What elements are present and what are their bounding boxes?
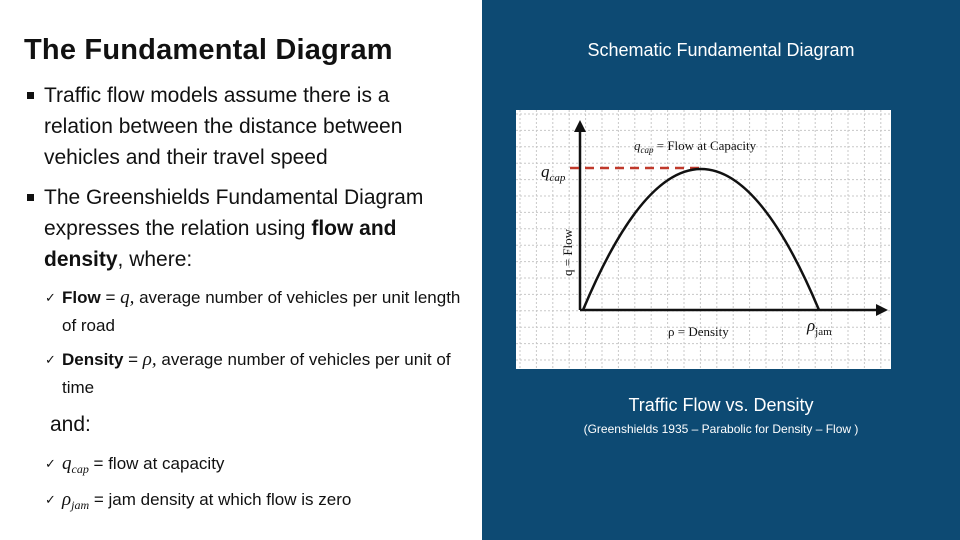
checkmark-icon: ✓: [45, 456, 56, 471]
definition-desc: average number of vehicles per unit of time: [62, 350, 451, 397]
definition-density: [45, 346, 462, 402]
definition-symbol: q,: [120, 287, 135, 308]
bullet-text-pre: The Greenshields Fundamental Diagram expresses the relation using: [44, 186, 424, 240]
qcap-axis-label: $q_{cap}$: [541, 162, 566, 184]
definition-term: Flow: [62, 288, 101, 307]
bullet-text-post: , where:: [117, 248, 193, 271]
bullet-traffic-flow-models: [44, 80, 434, 173]
definition-flow: [45, 284, 462, 340]
definition-equals: =: [100, 288, 121, 307]
square-bullet-icon: [27, 92, 34, 99]
capacity-annotation: $q_{cap}$ = Flow at Capacity: [634, 138, 757, 155]
extra-rho-jam: [45, 486, 462, 519]
diagram-svg: [516, 110, 891, 369]
checkmark-icon: ✓: [45, 290, 56, 305]
bullet-text: Traffic flow models assume there is a relation between the distance between vehicles and their travel speed: [44, 84, 403, 169]
definition-desc: average number of vehicles per unit length of road: [62, 288, 461, 335]
rho-jam-desc: = jam density at which flow is zero: [89, 490, 352, 509]
definition-equals: =: [123, 350, 143, 369]
qcap-desc: = flow at capacity: [88, 454, 225, 473]
definition-symbol: ρ,: [142, 349, 157, 370]
x-axis-label: ρ = Density: [668, 324, 729, 339]
panel-title: Schematic Fundamental Diagram: [587, 40, 855, 60]
panel-caption: Traffic Flow vs. Density: [628, 395, 814, 415]
rho-jam-symbol: ρ: [62, 489, 72, 510]
bullet-greenshields: [44, 182, 434, 275]
and-label: and:: [50, 413, 91, 436]
panel-subcaption: (Greenshields 1935 – Parabolic for Density – Flow ): [583, 422, 859, 436]
bullet-bold-text: flow and density: [44, 217, 397, 271]
qcap-subscript: cap: [71, 462, 89, 476]
rho-jam-subscript: jam: [71, 498, 90, 512]
qcap-symbol: q: [62, 453, 72, 474]
definition-term: Density: [62, 350, 124, 369]
y-axis-label: q = Flow: [560, 228, 575, 276]
slide-title: The Fundamental Diagram: [24, 34, 393, 66]
checkmark-icon: ✓: [45, 352, 56, 367]
checkmark-icon: ✓: [45, 492, 56, 507]
fundamental-diagram: [516, 110, 891, 369]
rho-jam-label: $\rho_{jam}$: [807, 316, 832, 338]
square-bullet-icon: [27, 194, 34, 201]
extra-qcap: [45, 450, 462, 483]
